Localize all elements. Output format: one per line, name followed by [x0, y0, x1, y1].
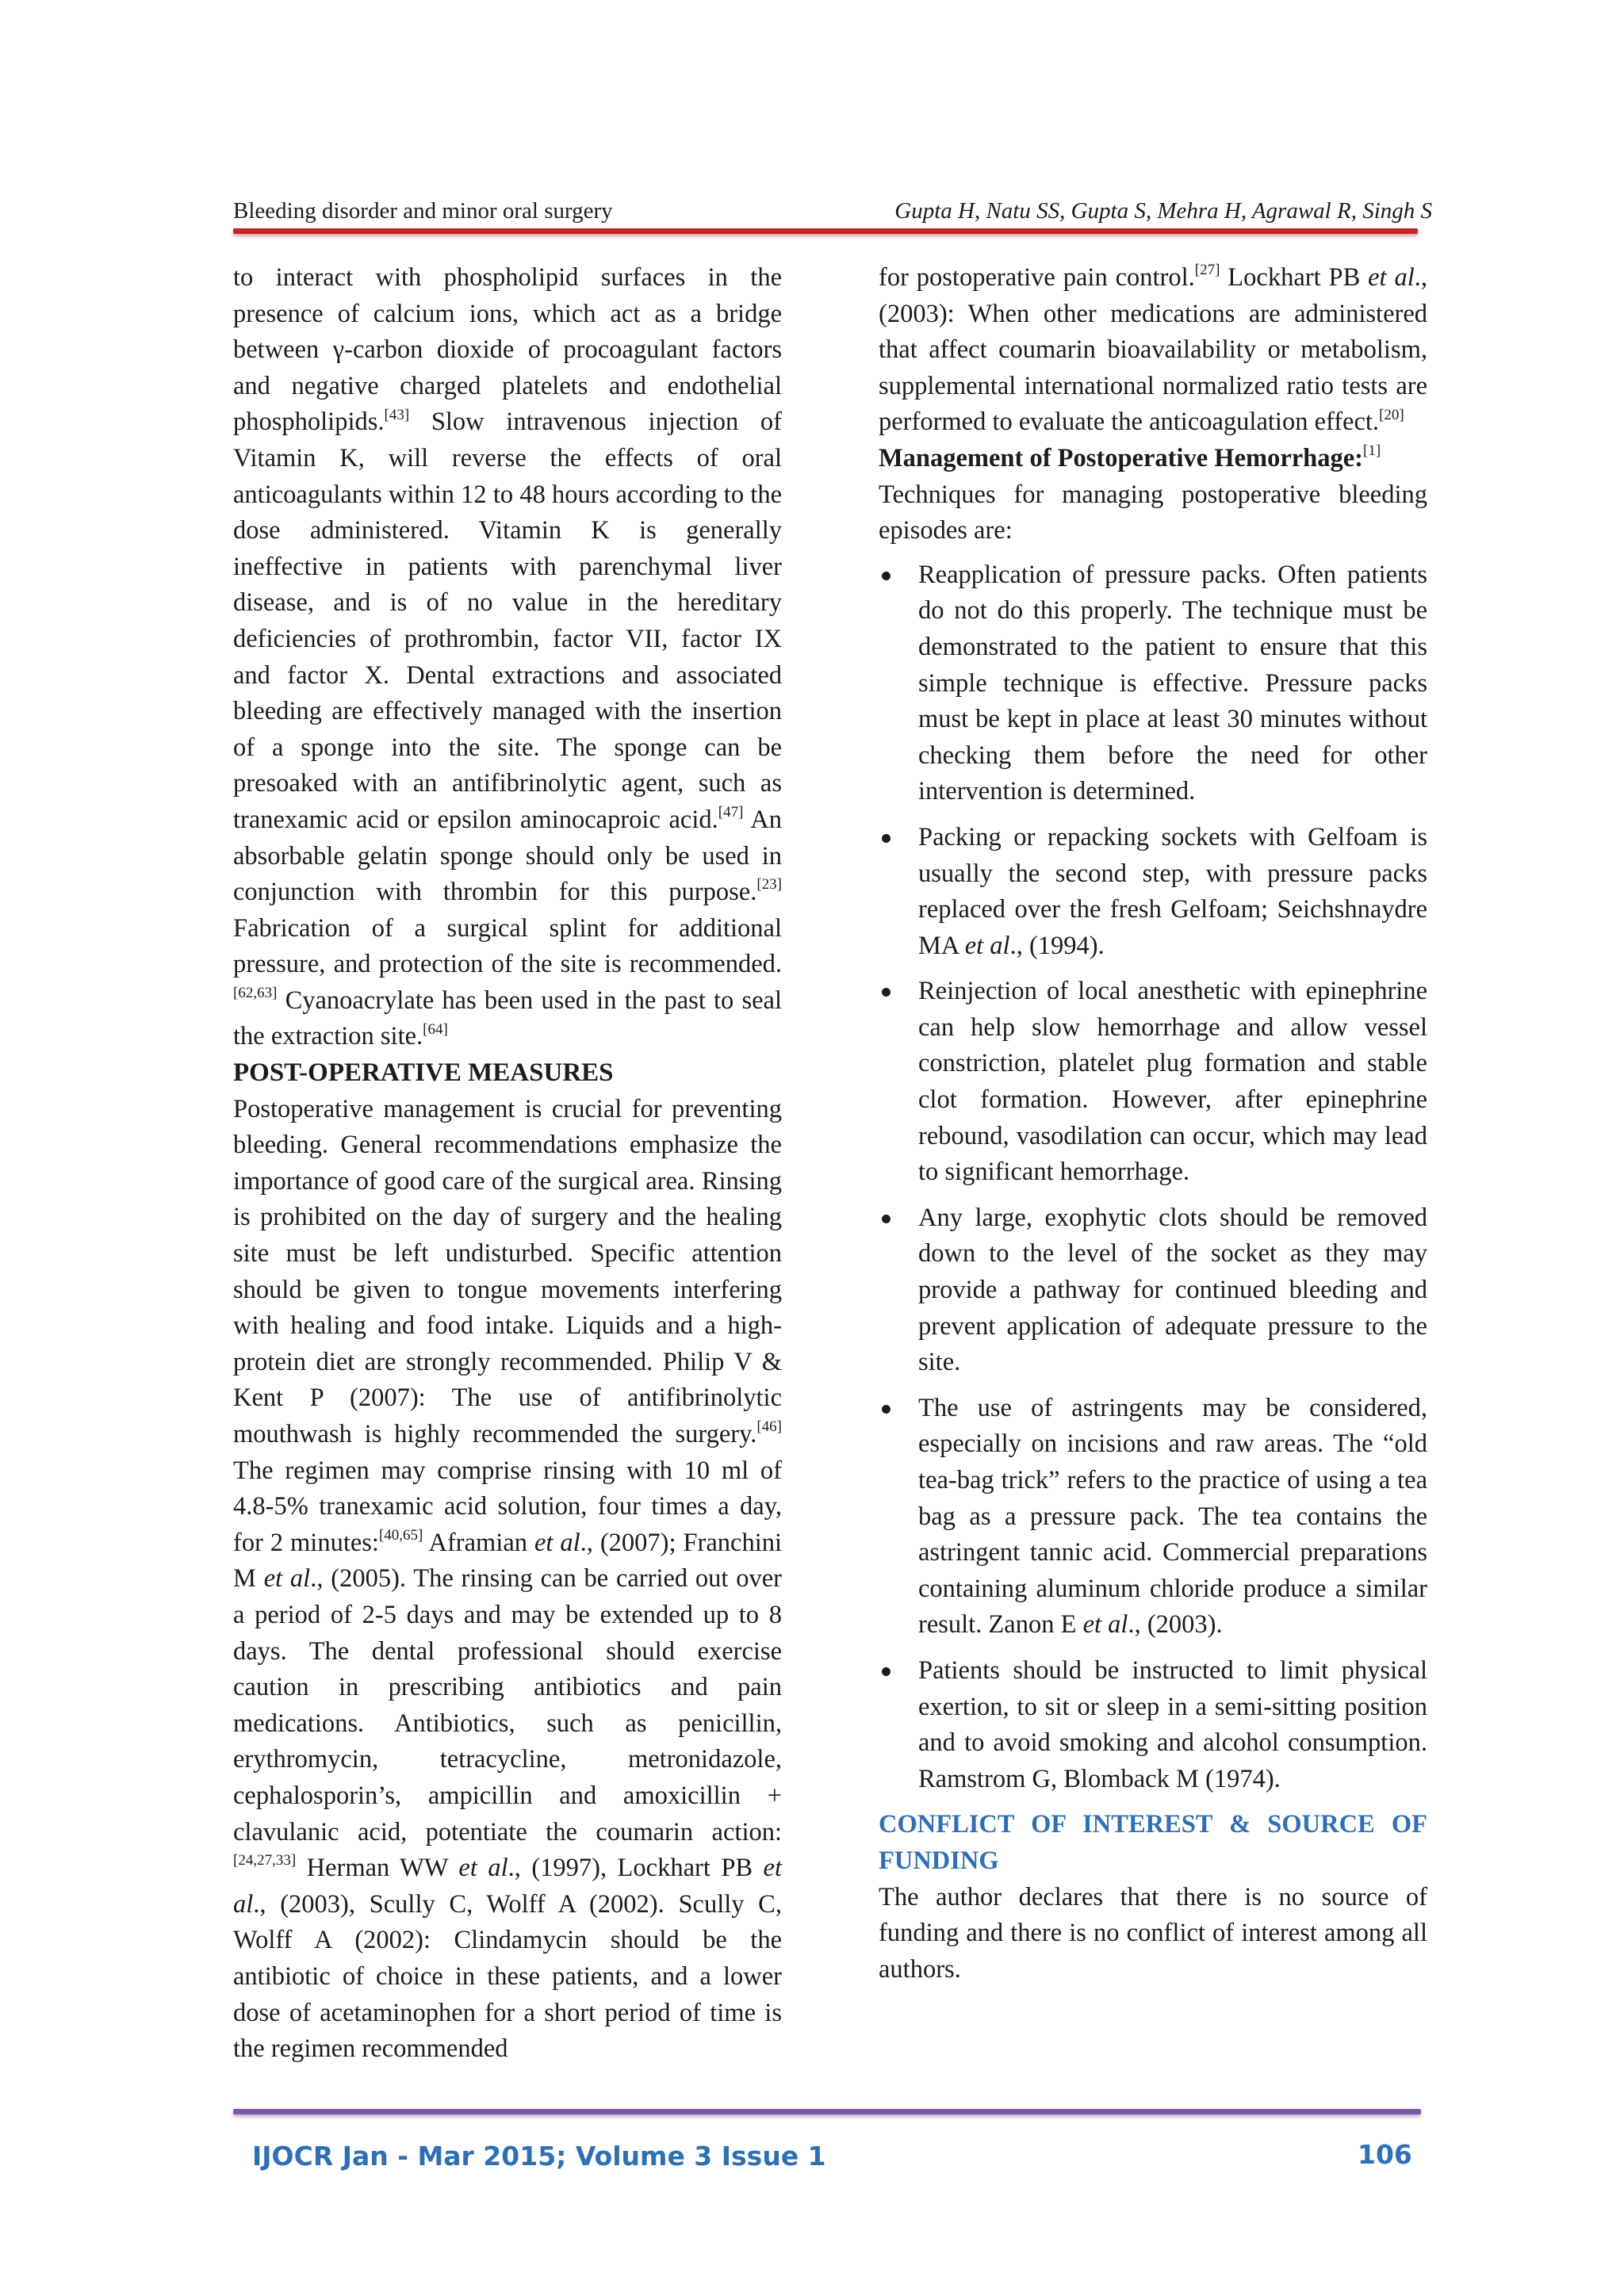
journal-citation: IJOCR Jan - Mar 2015; Volume 3 Issue 1: [252, 2141, 826, 2172]
list-item: Reapplication of pressure packs. Often patients do not do this properly. The technique must be demonstrated to the patient to ensure that this simple technique is effective. Pressure packs must be kept in place at least 30 minutes without checking them before the need for other intervention is determined.: [879, 557, 1427, 810]
citation: [1]: [1363, 442, 1381, 460]
list-item: Any large, exophytic clots should be removed down to the level of the socket as they may provide a pathway for continued bleeding and prevent application of adequate pressure to the site.: [879, 1200, 1427, 1381]
bullet-icon: [882, 988, 891, 997]
list-item: Patients should be instructed to limit physical exertion, to sit or sleep in a semi-sitting position and to avoid smoking and alcohol consumption. Ramstrom G, Blomback M (1974).: [879, 1653, 1427, 1797]
citation: [64]: [423, 1020, 448, 1038]
list-item: Packing or repacking sockets with Gelfoam is usually the second step, with pressure packs replaced over the fresh Gelfoam; Seichshnaydre MA et al., (1994).: [879, 820, 1427, 964]
bullet-list: [879, 557, 1427, 1798]
citation: [20]: [1379, 406, 1404, 423]
header-divider: [233, 228, 1418, 234]
bullet-icon: [882, 1215, 891, 1223]
paragraph: to interact with phospholipid surfaces in the presence of calcium ions, which act as a bridge between γ-carbon dioxide of procoagulant factors and negative charged platelets and endothelial phospholipids.[43] Slow intravenous injection of Vitamin K, will reverse the effects of oral anticoagulants within 12 to 48 hours according to the dose administered. Vitamin K is generally ineffective in patients with parenchymal liver disease, and is of no value in the hereditary deficiencies of prothrombin, factor VII, factor IX and factor X. Dental extractions and associated bleeding are effectively managed with the insertion of a sponge into the site. The sponge can be presoaked with an antifibrinolytic agent, such as tranexamic acid or epsilon aminocaproic acid.[47] An absorbable gelatin sponge should only be used in conjunction with thrombin for this purpose.[23] Fabrication of a surgical splint for additional pressure, and protection of the site is recommended.[62,63] Cyanoacrylate has been used in the past to seal the extraction site.[64]: [233, 263, 782, 1051]
subsection-heading: Management of Postoperative Hemorrhage:[1]: [879, 442, 1381, 473]
citation: [24,27,33]: [233, 1852, 297, 1869]
footer-divider: [233, 2109, 1421, 2114]
running-head: [233, 195, 1432, 227]
bullet-icon: [882, 572, 891, 580]
paragraph: for postoperative pain control.[27] Lockhart PB et al., (2003): When other medications are administered that affect coumarin bioavailability or metabolism, supplemental international normalized ratio tests are performed to evaluate the anticoagulation effect.[20]: [879, 262, 1427, 437]
right-column: [879, 260, 1427, 1988]
citation: [43]: [384, 406, 410, 423]
bullet-icon: [882, 1405, 891, 1414]
citation: [27]: [1194, 262, 1220, 279]
citation: [23]: [756, 876, 782, 894]
paragraph: Postoperative management is crucial for preventing bleeding. General recommendations emphasize the importance of good care of the surgical area. Rinsing is prohibited on the day of surgery and the healing site must be left undisturbed. Specific attention should be given to tongue movements interfering with healing and food intake. Liquids and a high-protein diet are strongly recommended. Philip V & Kent P (2007): The use of antifibrinolytic mouthwash is highly recommended the surgery.[46] The regimen may comprise rinsing with 10 ml of 4.8-5% tranexamic acid solution, four times a day, for 2 minutes:[40,65] Aframian et al., (2007); Franchini M et al., (2005). The rinsing can be carried out over a period of 2-5 days and may be extended up to 8 days. The dental professional should exercise caution in prescribing antibiotics and pain medications. Antibiotics, such as penicillin, erythromycin, tetracycline, metronidazole, cephalosporin’s, ampicillin and amoxicillin + clavulanic acid, potentiate the coumarin action:[24,27,33] Herman WW et al., (1997), Lockhart PB et al., (2003), Scully C, Wolff A (2002). Scully C, Wolff A (2002): Clindamycin should be the antibiotic of choice in these patients, and a lower dose of acetaminophen for a short period of time is the regimen recommended: [233, 1094, 783, 2064]
running-head-title: Bleeding disorder and minor oral surgery: [233, 198, 613, 224]
intro-text: Techniques for managing postoperative bleeding episodes are:: [879, 480, 1427, 545]
running-head-authors: Gupta H, Natu SS, Gupta S, Mehra H, Agrawal R, Singh S: [894, 198, 1432, 224]
bullet-icon: [882, 1667, 891, 1676]
citation: [46]: [756, 1418, 782, 1436]
citation: [62,63]: [233, 985, 278, 1002]
citation: [40,65]: [378, 1526, 423, 1544]
left-column: [233, 260, 782, 2068]
conflict-heading: CONFLICT OF INTEREST & SOURCE OF FUNDING: [879, 1810, 1427, 1875]
conflict-statement: The author declares that there is no source of funding and there is no conflict of interest among all authors.: [879, 1882, 1427, 1984]
citation: [47]: [718, 804, 744, 821]
bullet-icon: [882, 834, 891, 843]
page-number: 106: [1358, 2139, 1412, 2170]
section-heading: POST-OPERATIVE MEASURES: [233, 1058, 614, 1088]
list-item: The use of astringents may be considered, especially on incisions and raw areas. The “old tea-bag trick” refers to the practice of using a tea bag as a pressure pack. The tea contains the astringent tannic acid. Commercial preparations containing aluminum chloride produce a similar result. Zanon E et al., (2003).: [879, 1391, 1427, 1644]
list-item: Reinjection of local anesthetic with epinephrine can help slow hemorrhage and allow vessel constriction, platelet plug formation and stable clot formation. However, after epinephrine rebound, vasodilation can occur, which may lead to significant hemorrhage.: [879, 974, 1427, 1191]
